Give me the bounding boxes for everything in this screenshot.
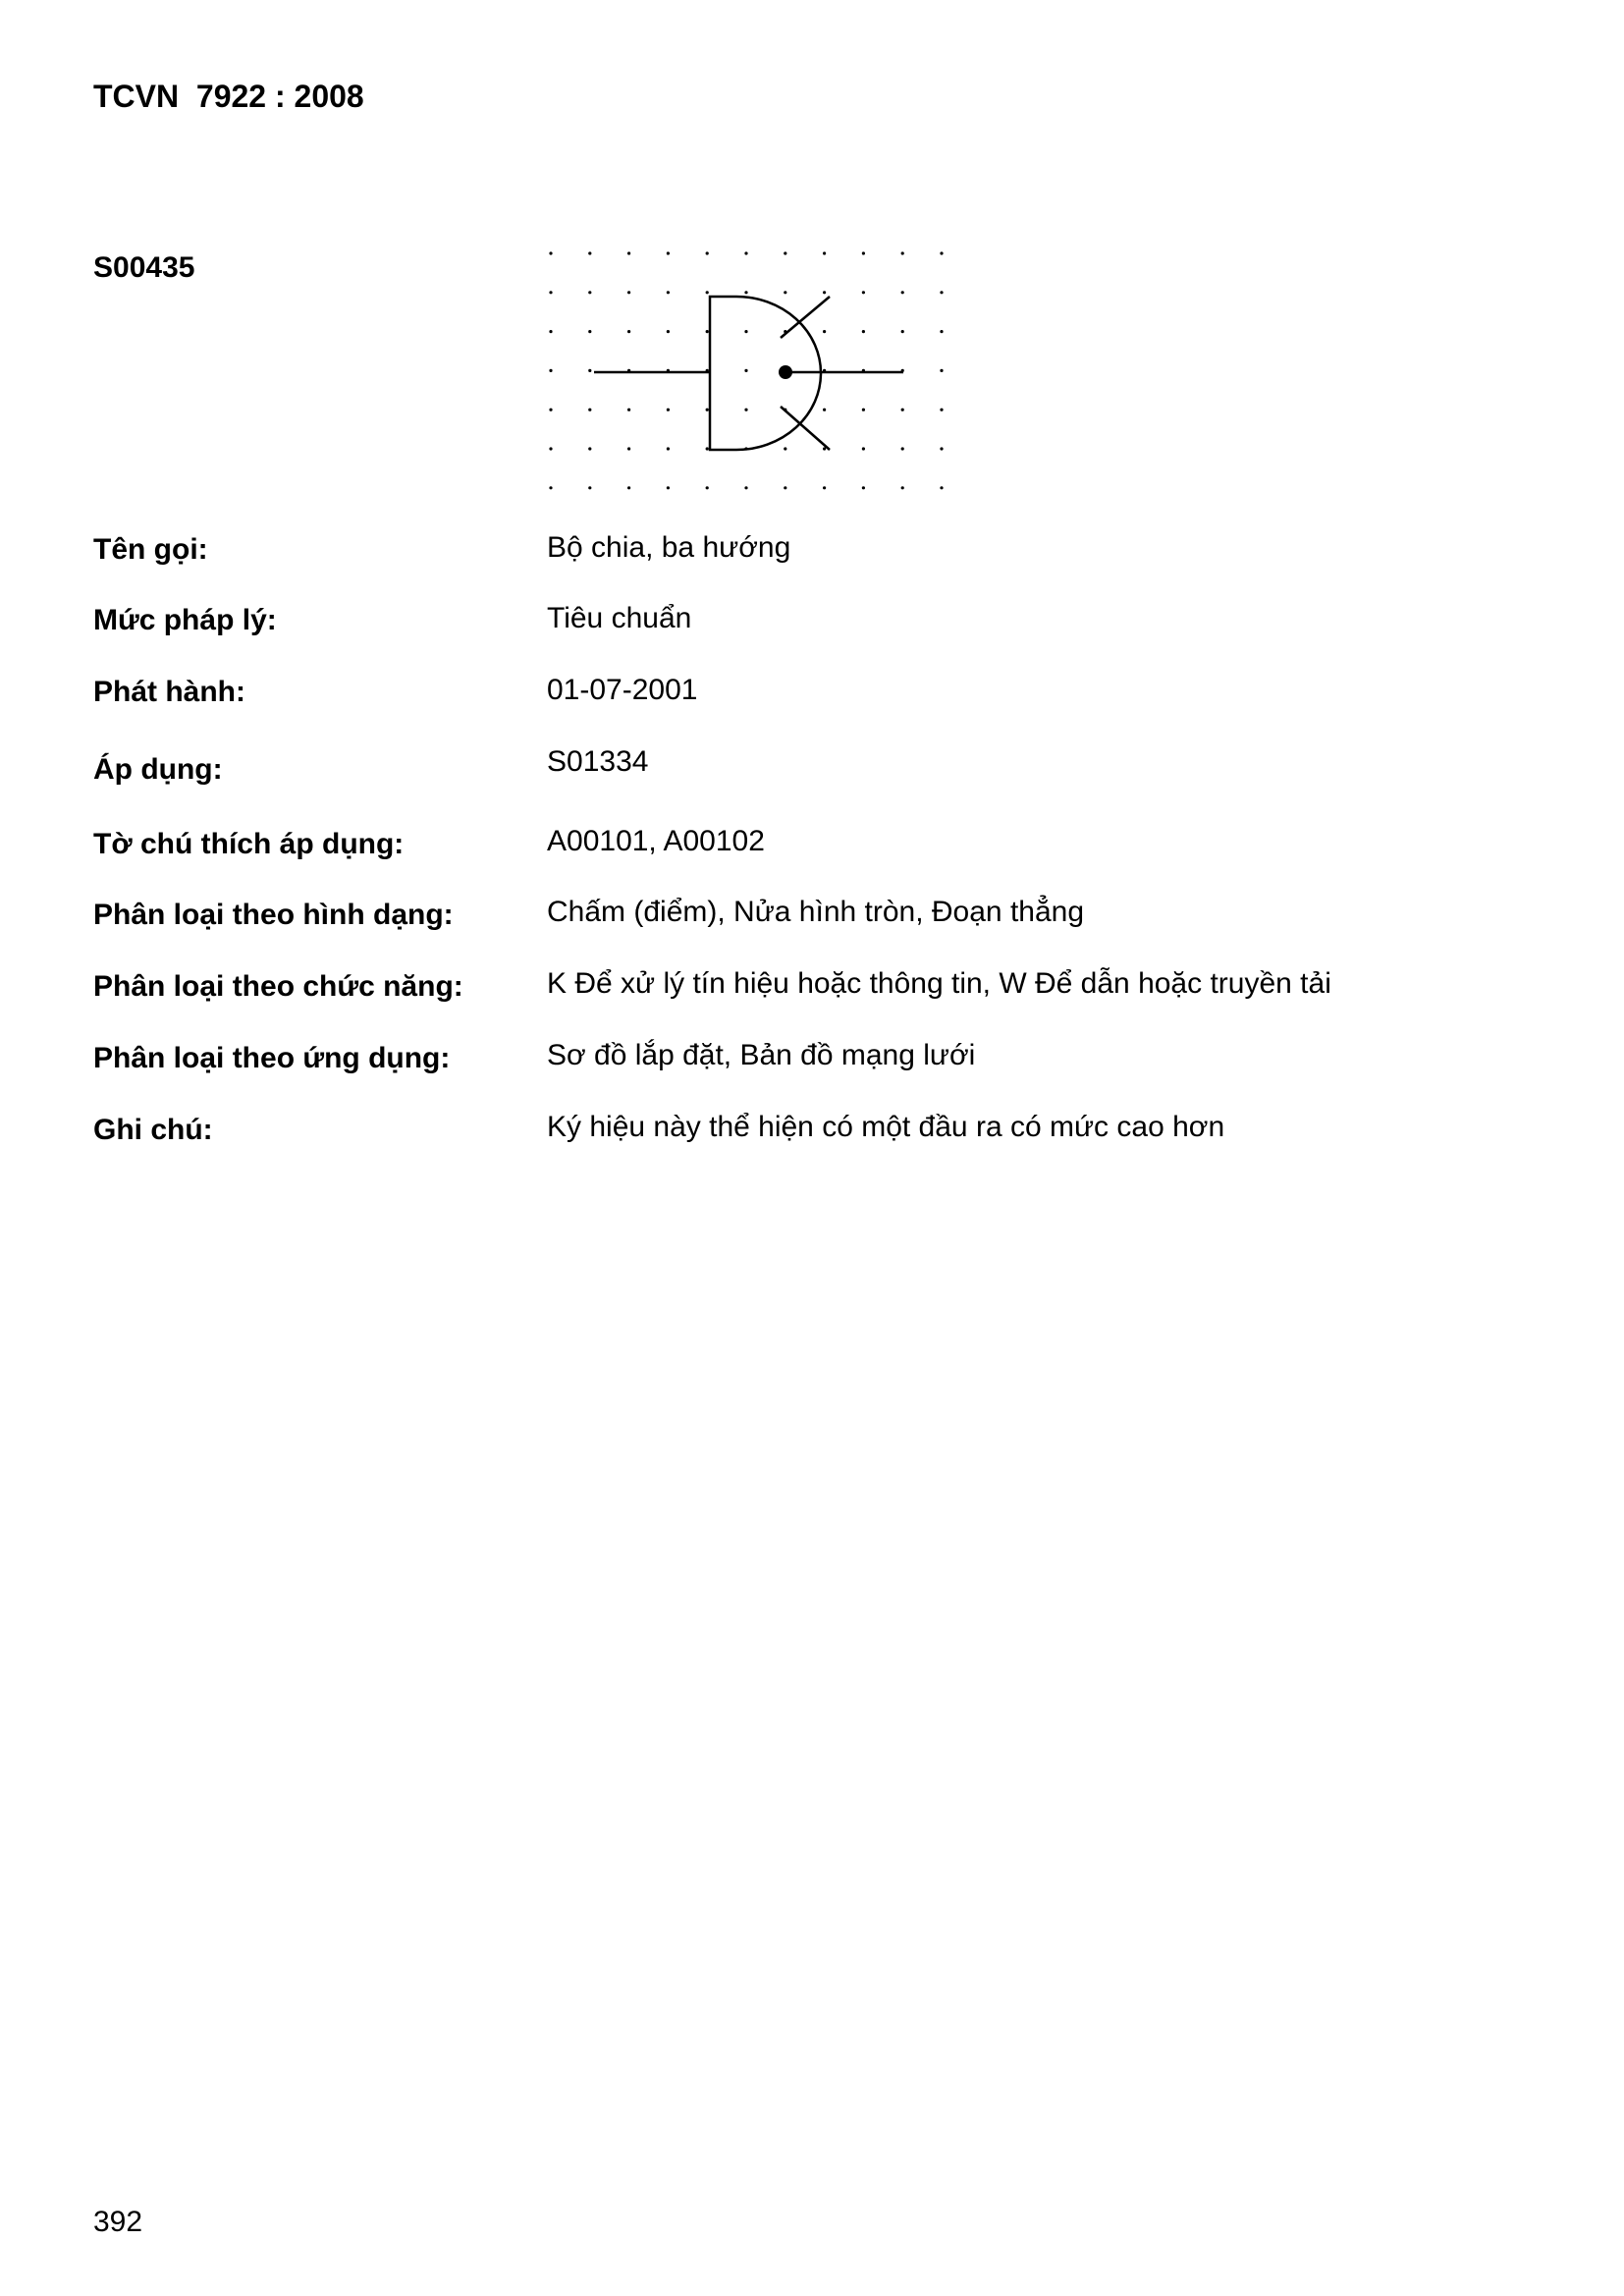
grid-dot [706, 486, 709, 489]
value-to-chu-thich: A00101, A00102 [547, 825, 765, 857]
label-ten-goi: Tên gọi: [93, 533, 208, 566]
grid-dot [901, 291, 904, 294]
value-ghi-chu: Ký hiệu này thể hiện có một đầu ra có mức cao hơn [547, 1111, 1225, 1143]
grid-dot [588, 369, 591, 372]
label-to-chu-thich: Tờ chú thích áp dụng: [93, 828, 405, 860]
grid-dot [940, 330, 943, 333]
grid-dot [862, 251, 865, 254]
grid-dot [862, 330, 865, 333]
grid-dot [862, 486, 865, 489]
grid-dot [588, 291, 591, 294]
label-phan-loai-ung-dung: Phân loại theo ứng dụng: [93, 1042, 451, 1074]
grid-dot [940, 291, 943, 294]
grid-dot [549, 409, 552, 411]
grid-dot [901, 330, 904, 333]
grid-dot [627, 486, 630, 489]
grid-dot [862, 291, 865, 294]
grid-dot [901, 447, 904, 450]
grid-dot [706, 291, 709, 294]
grid-dot [744, 330, 747, 333]
grid-dot [549, 447, 552, 450]
grid-dot [784, 251, 786, 254]
value-phat-hanh: 01-07-2001 [547, 674, 698, 706]
symbol-code: S00435 [93, 251, 195, 284]
grid-dot [549, 486, 552, 489]
grid-dot [549, 369, 552, 372]
grid-dot [940, 447, 943, 450]
grid-dot [744, 486, 747, 489]
grid-dot [784, 486, 786, 489]
label-phan-loai-hinh-dang: Phân loại theo hình dạng: [93, 899, 454, 931]
grid-dot [901, 251, 904, 254]
grid-dot [667, 447, 670, 450]
splitter-shape [594, 297, 903, 450]
grid-dot [588, 409, 591, 411]
grid-dot [744, 369, 747, 372]
grid-dot [588, 330, 591, 333]
value-muc-phap-ly: Tiêu chuẩn [547, 602, 692, 634]
grid-dot [862, 447, 865, 450]
grid-dot [627, 330, 630, 333]
grid-dot [549, 291, 552, 294]
grid-dot [744, 291, 747, 294]
grid-dot [744, 409, 747, 411]
grid-dot [940, 369, 943, 372]
three-way-splitter-symbol [530, 236, 962, 501]
label-phat-hanh: Phát hành: [93, 676, 245, 708]
label-muc-phap-ly: Mức pháp lý: [93, 604, 277, 636]
output-line-lower [781, 407, 830, 450]
value-ten-goi: Bộ chia, ba hướng [547, 531, 791, 564]
junction-dot [779, 365, 792, 379]
output-line-upper [781, 297, 830, 338]
label-phan-loai-chuc-nang: Phân loại theo chức năng: [93, 970, 463, 1003]
grid-dot [706, 447, 709, 450]
value-phan-loai-ung-dung: Sơ đồ lắp đặt, Bản đồ mạng lưới [547, 1039, 976, 1071]
grid-dot [784, 447, 786, 450]
grid-dot [940, 251, 943, 254]
label-ghi-chu: Ghi chú: [93, 1114, 213, 1146]
grid-dot [667, 251, 670, 254]
grid-dot [588, 447, 591, 450]
grid-dot [549, 330, 552, 333]
document-header-title: TCVN 7922 : 2008 [93, 79, 364, 114]
grid-dot [744, 251, 747, 254]
grid-dot [901, 409, 904, 411]
grid-dot [667, 330, 670, 333]
value-ap-dung: S01334 [547, 745, 649, 778]
label-ap-dung: Áp dụng: [93, 753, 223, 786]
value-phan-loai-hinh-dang: Chấm (điểm), Nửa hình tròn, Đoạn thẳng [547, 896, 1085, 928]
grid-dot [627, 447, 630, 450]
grid-dot [706, 251, 709, 254]
grid-dot [667, 291, 670, 294]
grid-dot [549, 251, 552, 254]
grid-dot [627, 291, 630, 294]
grid-dot [588, 251, 591, 254]
grid-dot [667, 409, 670, 411]
grid-dot [940, 486, 943, 489]
grid-dot [823, 251, 826, 254]
grid-dot [706, 330, 709, 333]
grid-dot [823, 330, 826, 333]
grid-dot [667, 486, 670, 489]
page-number: 392 [93, 2206, 143, 2238]
value-phan-loai-chuc-nang: K Để xử lý tín hiệu hoặc thông tin, W Để dẫn hoặc truyền tải [547, 967, 1331, 1000]
grid-dot [940, 409, 943, 411]
grid-dot [784, 291, 786, 294]
grid-dot [901, 486, 904, 489]
grid-dot [627, 251, 630, 254]
dot-grid [549, 251, 943, 489]
grid-dot [823, 291, 826, 294]
grid-dot [627, 409, 630, 411]
grid-dot [862, 409, 865, 411]
grid-dot [823, 409, 826, 411]
grid-dot [823, 486, 826, 489]
grid-dot [706, 409, 709, 411]
grid-dot [588, 486, 591, 489]
